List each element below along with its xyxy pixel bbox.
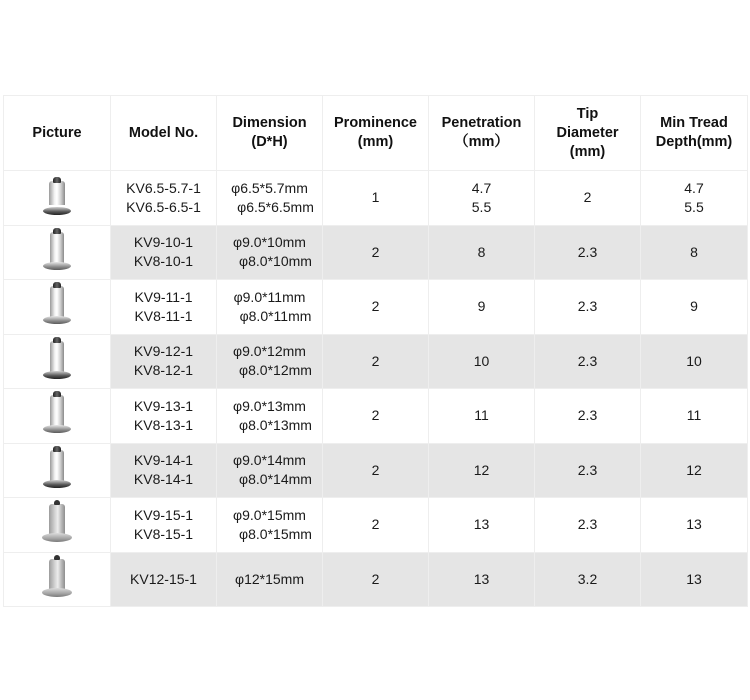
tip-diameter-cell: 2.3 [535, 443, 641, 498]
prominence-cell: 2 [323, 552, 429, 607]
header-tip-diameter: Tip Diameter (mm) [535, 96, 641, 171]
prominence-cell: 2 [323, 498, 429, 553]
header-penetration: Penetration （mm） [429, 96, 535, 171]
penetration-cell: 13 [429, 498, 535, 553]
stud-image [42, 337, 72, 381]
picture-cell [4, 171, 111, 226]
model-cell: KV9-15-1 KV8-15-1 [111, 498, 217, 553]
penetration-cell: 11 [429, 389, 535, 444]
picture-cell [4, 280, 111, 335]
penetration-cell: 4.7 5.5 [429, 171, 535, 226]
dimension-cell: φ9.0*11mm φ8.0*11mm [217, 280, 323, 335]
dimension-cell: φ6.5*5.7mm φ6.5*6.5mm [217, 171, 323, 226]
penetration-cell: 10 [429, 334, 535, 389]
model-cell: KV9-10-1 KV8-10-1 [111, 225, 217, 280]
dimension-cell: φ9.0*13mm φ8.0*13mm [217, 389, 323, 444]
dimension-cell: φ9.0*10mm φ8.0*10mm [217, 225, 323, 280]
penetration-cell: 12 [429, 443, 535, 498]
model-cell: KV12-15-1 [111, 552, 217, 607]
tip-diameter-cell: 2.3 [535, 498, 641, 553]
tip-diameter-cell: 2.3 [535, 389, 641, 444]
prominence-cell: 2 [323, 389, 429, 444]
model-cell: KV6.5-5.7-1 KV6.5-6.5-1 [111, 171, 217, 226]
header-row [4, 96, 748, 171]
stud-image [42, 391, 72, 435]
table-row [4, 225, 748, 280]
min-tread-depth-cell: 10 [641, 334, 748, 389]
model-cell: KV9-11-1 KV8-11-1 [111, 280, 217, 335]
tip-diameter-cell: 3.2 [535, 552, 641, 607]
picture-cell [4, 498, 111, 553]
stud-image [42, 555, 72, 599]
min-tread-depth-cell: 13 [641, 498, 748, 553]
penetration-cell: 13 [429, 552, 535, 607]
stud-image [42, 173, 72, 217]
stud-image [42, 228, 72, 272]
penetration-cell: 9 [429, 280, 535, 335]
min-tread-depth-cell: 13 [641, 552, 748, 607]
picture-cell [4, 552, 111, 607]
model-cell: KV9-12-1 KV8-12-1 [111, 334, 217, 389]
prominence-cell: 2 [323, 334, 429, 389]
picture-cell [4, 443, 111, 498]
prominence-cell: 2 [323, 225, 429, 280]
picture-cell [4, 334, 111, 389]
table-row [4, 498, 748, 553]
prominence-cell: 1 [323, 171, 429, 226]
stud-image [42, 500, 72, 544]
table-row [4, 552, 748, 607]
min-tread-depth-cell: 12 [641, 443, 748, 498]
stud-image [42, 282, 72, 326]
picture-cell [4, 389, 111, 444]
spec-table [3, 95, 748, 607]
min-tread-depth-cell: 9 [641, 280, 748, 335]
prominence-cell: 2 [323, 443, 429, 498]
stud-image [42, 446, 72, 490]
header-prominence: Prominence (mm) [323, 96, 429, 171]
header-picture: Picture [4, 96, 111, 171]
dimension-cell: φ9.0*12mm φ8.0*12mm [217, 334, 323, 389]
table-row [4, 280, 748, 335]
tip-diameter-cell: 2 [535, 171, 641, 226]
prominence-cell: 2 [323, 280, 429, 335]
table-row [4, 443, 748, 498]
min-tread-depth-cell: 11 [641, 389, 748, 444]
dimension-cell: φ9.0*14mm φ8.0*14mm [217, 443, 323, 498]
tip-diameter-cell: 2.3 [535, 225, 641, 280]
penetration-cell: 8 [429, 225, 535, 280]
tip-diameter-cell: 2.3 [535, 280, 641, 335]
header-dimension: Dimension (D*H) [217, 96, 323, 171]
dimension-cell: φ9.0*15mm φ8.0*15mm [217, 498, 323, 553]
header-model-no: Model No. [111, 96, 217, 171]
dimension-cell: φ12*15mm [217, 552, 323, 607]
min-tread-depth-cell: 8 [641, 225, 748, 280]
picture-cell [4, 225, 111, 280]
model-cell: KV9-13-1 KV8-13-1 [111, 389, 217, 444]
table-row [4, 334, 748, 389]
tip-diameter-cell: 2.3 [535, 334, 641, 389]
table-row [4, 171, 748, 226]
min-tread-depth-cell: 4.7 5.5 [641, 171, 748, 226]
header-min-tread-depth: Min Tread Depth(mm) [641, 96, 748, 171]
model-cell: KV9-14-1 KV8-14-1 [111, 443, 217, 498]
table-row [4, 389, 748, 444]
